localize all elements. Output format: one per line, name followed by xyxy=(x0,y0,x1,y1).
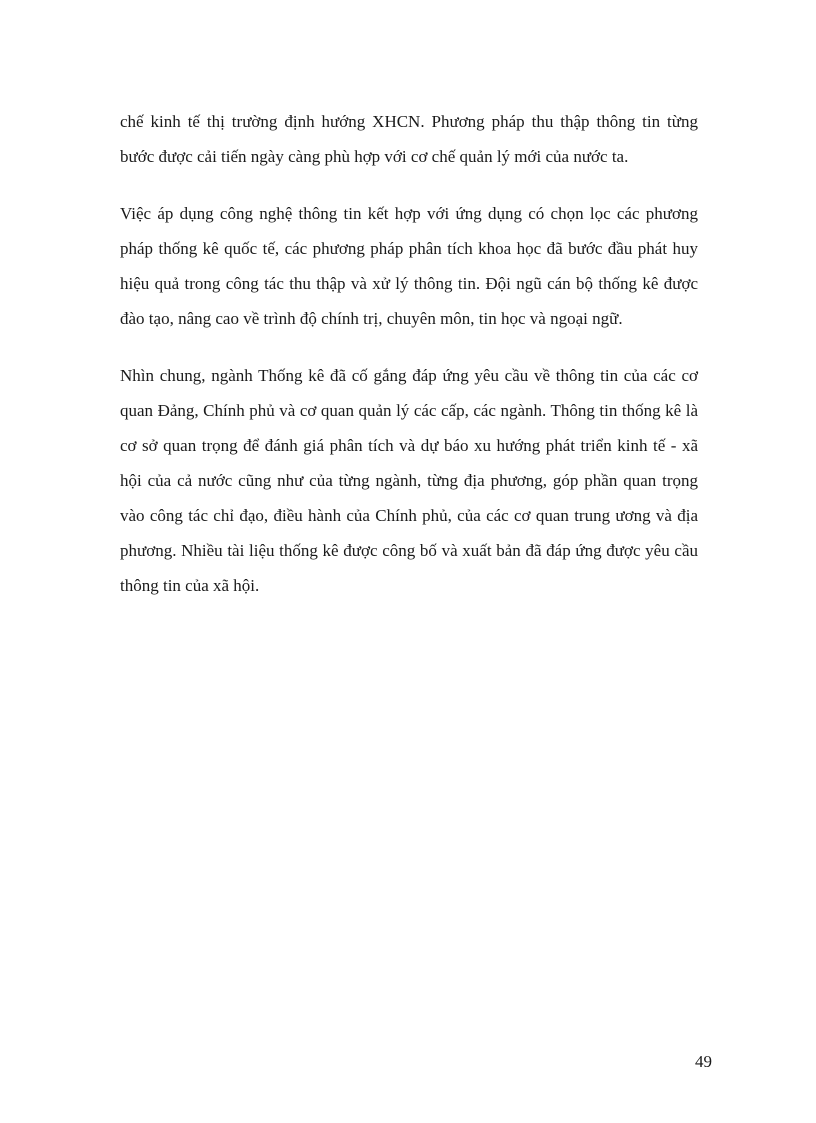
paragraph-3: Nhìn chung, ngành Thống kê đã cố gắng đáp ứng yêu cầu về thông tin của các cơ quan Đảng, Chính phủ và cơ quan quản lý các cấp, các ngành. Thông tin thống kê là cơ sở quan trọng để đánh giá phân tích và dự báo xu hướng phát triển kinh tế - xã hội của cả nước cũng như của từng ngành, từng địa phương, góp phần quan trọng vào công tác chỉ đạo, điều hành của Chính phủ, của các cơ quan trung ương và địa phương. Nhiều tài liệu thống kê được công bố và xuất bản đã đáp ứng được yêu cầu thông tin của xã hội. xyxy=(120,366,698,595)
paragraph-1: chế kinh tế thị trường định hướng XHCN. Phương pháp thu thập thông tin từng bước được cải tiến ngày càng phù hợp với cơ chế quản lý mới của nước ta. xyxy=(120,112,698,166)
page-number: 49 xyxy=(695,1052,712,1071)
body-text xyxy=(120,104,698,625)
paragraph-2: Việc áp dụng công nghệ thông tin kết hợp với ứng dụng có chọn lọc các phương pháp thống kê quốc tế, các phương pháp phân tích khoa học đã bước đầu phát huy hiệu quả trong công tác thu thập và xử lý thông tin. Đội ngũ cán bộ thống kê được đào tạo, nâng cao về trình độ chính trị, chuyên môn, tin học và ngoại ngữ. xyxy=(120,204,698,328)
